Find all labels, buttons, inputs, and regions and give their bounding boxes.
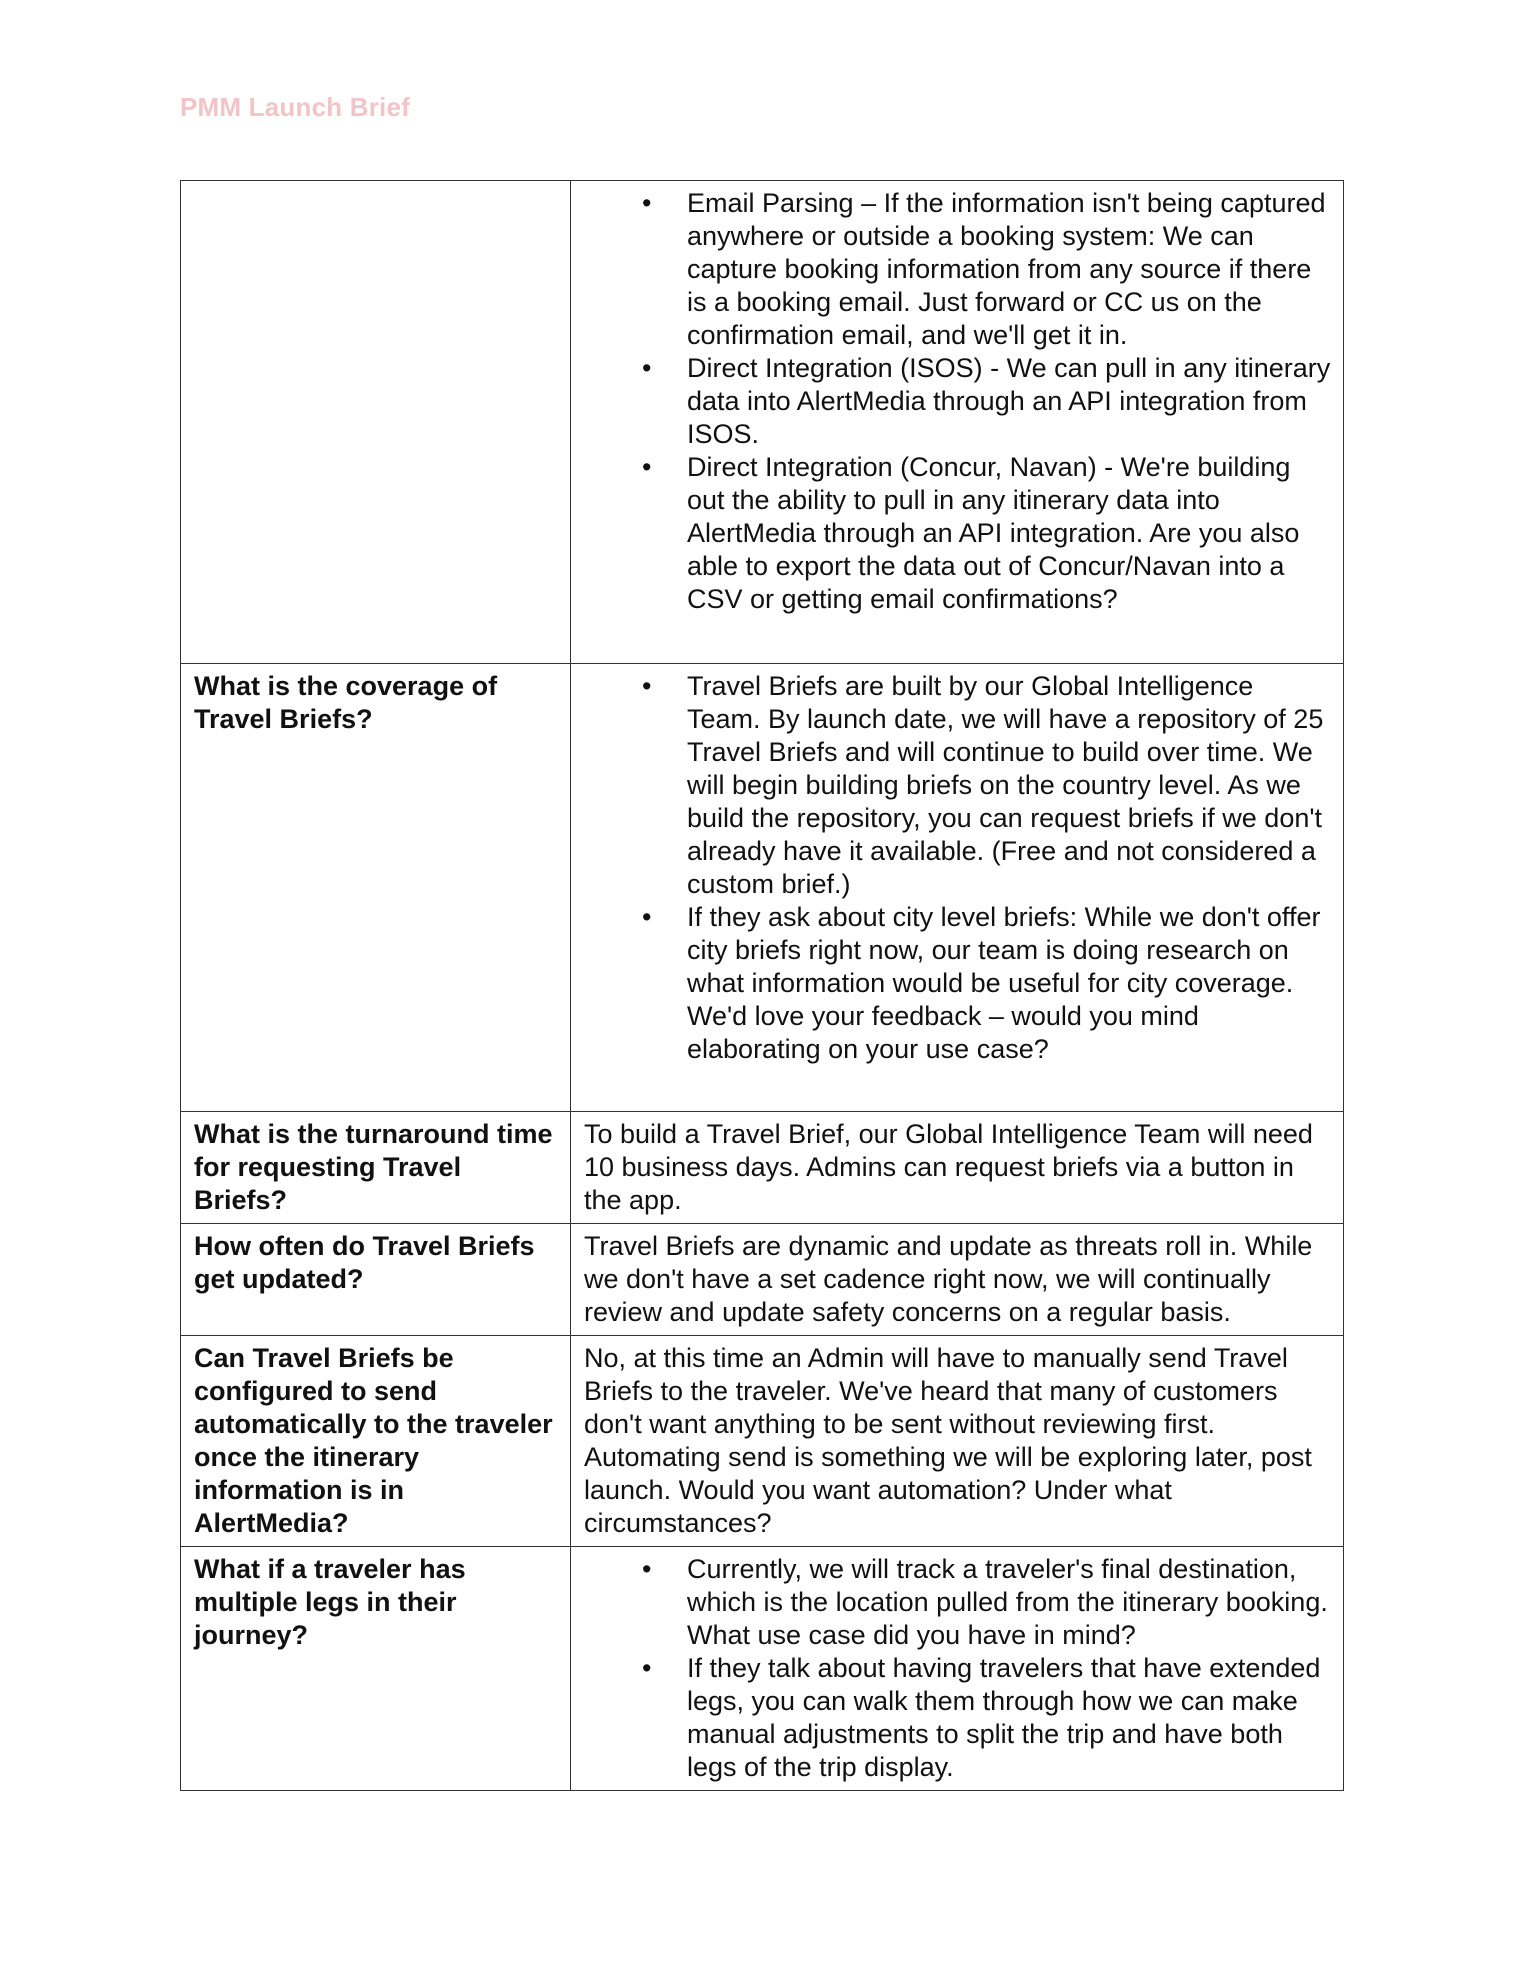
table-row bbox=[181, 1112, 1344, 1224]
list-item: • If they ask about city level briefs: While we don't offer city briefs right now, our team is doing research on what information would be useful for city coverage. We'd love your feedback – would you mind elaborating on your use case? bbox=[687, 901, 1331, 1066]
faq-table bbox=[180, 180, 1344, 1791]
table-row bbox=[181, 664, 1344, 1112]
question-cell: What if a traveler has multiple legs in their journey? bbox=[181, 1547, 571, 1791]
answer-list bbox=[584, 670, 1331, 1066]
document-header: PMM Launch Brief bbox=[180, 92, 410, 122]
list-item: • Email Parsing – If the information isn't being captured anywhere or outside a booking system: We can capture booking information from any source if there is a booking email. Just forward or CC us on the confirmation email, and we'll get it in. bbox=[687, 187, 1331, 352]
list-item: • If they talk about having travelers that have extended legs, you can walk them through how we can make manual adjustments to split the trip and have both legs of the trip display. bbox=[687, 1652, 1331, 1784]
list-item: • Direct Integration (Concur, Navan) - We're building out the ability to pull in any itinerary data into AlertMedia through an API integration. Are you also able to export the data out of Concur/Navan into a CSV or getting email confirmations? bbox=[687, 451, 1331, 616]
table-row bbox=[181, 1224, 1344, 1336]
answer-cell bbox=[571, 181, 1344, 664]
answer-cell: To build a Travel Brief, our Global Intelligence Team will need 10 business days. Admins can request briefs via a button in the app. bbox=[571, 1112, 1344, 1224]
list-item: • Currently, we will track a traveler's final destination, which is the location pulled from the itinerary booking. What use case did you have in mind? bbox=[687, 1553, 1331, 1652]
question-cell bbox=[181, 181, 571, 664]
question-cell: How often do Travel Briefs get updated? bbox=[181, 1224, 571, 1336]
answer-cell: No, at this time an Admin will have to manually send Travel Briefs to the traveler. We've heard that many of customers don't want anything to be sent without reviewing first. Automating send is something we will be exploring later, post launch. Would you want automation? Under what circumstances? bbox=[571, 1336, 1344, 1547]
list-item: • Direct Integration (ISOS) - We can pull in any itinerary data into AlertMedia through an API integration from ISOS. bbox=[687, 352, 1331, 451]
answer-list bbox=[584, 1553, 1331, 1784]
table-row bbox=[181, 1336, 1344, 1547]
question-cell: What is the turnaround time for requesting Travel Briefs? bbox=[181, 1112, 571, 1224]
list-item: • Travel Briefs are built by our Global Intelligence Team. By launch date, we will have a repository of 25 Travel Briefs and will continue to build over time. We will begin building briefs on the country level. As we build the repository, you can request briefs if we don't already have it available. (Free and not considered a custom brief.) bbox=[687, 670, 1331, 901]
answer-list bbox=[584, 187, 1331, 616]
question-cell: What is the coverage of Travel Briefs? bbox=[181, 664, 571, 1112]
answer-cell: Travel Briefs are dynamic and update as threats roll in. While we don't have a set cadence right now, we will continually review and update safety concerns on a regular basis. bbox=[571, 1224, 1344, 1336]
answer-cell bbox=[571, 664, 1344, 1112]
table-row bbox=[181, 1547, 1344, 1791]
question-cell: Can Travel Briefs be configured to send automatically to the traveler once the itinerary information is in AlertMedia? bbox=[181, 1336, 571, 1547]
table-row bbox=[181, 181, 1344, 664]
answer-cell bbox=[571, 1547, 1344, 1791]
